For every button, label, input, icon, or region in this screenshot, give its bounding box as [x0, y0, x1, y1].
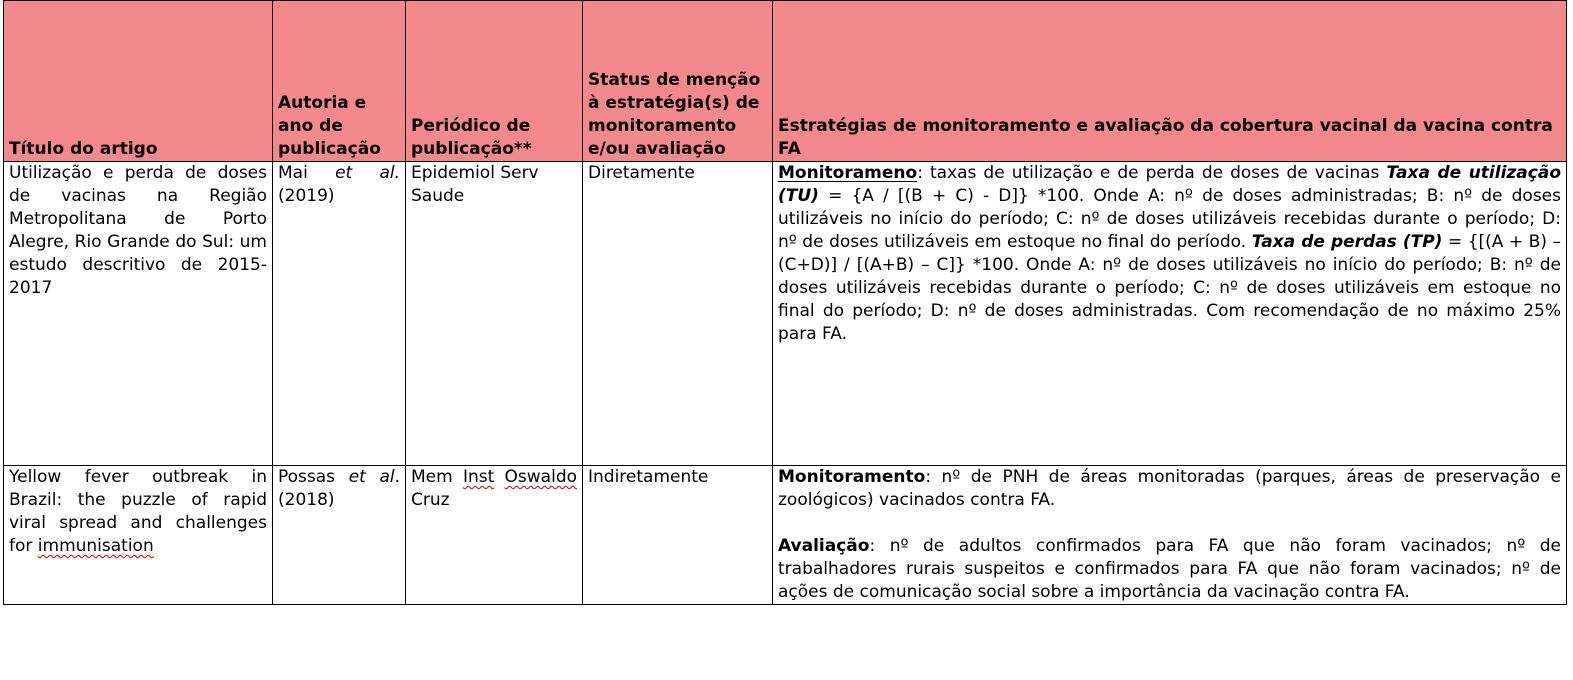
- header-journal: Periódico de publicação**: [406, 1, 583, 162]
- author-etal-2: al: [379, 467, 395, 487]
- journal-word-2: Inst: [462, 467, 495, 487]
- header-status: Status de menção à estratégia(s) de monitoramento e/ou avaliação: [583, 1, 773, 162]
- monitor-text: : nº de PNH de áreas monitoradas (parques, áreas de preservação e zoológicos) vacinados contra FA.: [778, 467, 1561, 510]
- cell-status: [583, 466, 773, 605]
- author-name: Mai: [278, 163, 308, 183]
- author-etal: et al.: [335, 163, 401, 183]
- eval-label: Avaliação: [778, 536, 870, 556]
- literature-table: [3, 0, 1567, 605]
- monitor-label: Monitorameno: [778, 163, 918, 183]
- cell-author: [273, 162, 406, 466]
- paragraph-gap: [778, 512, 1561, 535]
- tp-text: = {[(A + B) – (C+D)] / [(A+B) – C]} *100. Onde A: nº de doses utilizáveis no início do período; B: nº de doses utilizáveis recebidas durante o período; C: nº de doses utilizáveis em estoque no final do período; D: nº de doses administradas. Com recomendação de no máximo 25% para FA.: [778, 232, 1561, 344]
- journal-text: Epidemiol Serv Saude: [411, 163, 539, 206]
- tu-label: Taxa de utilização (TU): [778, 163, 1562, 206]
- author-year: . (2018): [278, 467, 400, 510]
- cell-title: [4, 466, 273, 605]
- cell-strategies: [773, 466, 1567, 605]
- cell-author: [273, 466, 406, 605]
- tp-label: Taxa de perdas (TP): [1251, 232, 1443, 252]
- status-text: Diretamente: [588, 163, 695, 183]
- cell-journal: [406, 466, 583, 605]
- title-last-word: immunisation: [37, 536, 154, 556]
- cell-title: [4, 162, 273, 466]
- cell-status: [583, 162, 773, 466]
- monitor-text: : taxas de utilização e de perda de doses de vacinas: [917, 163, 1380, 183]
- title-text: Utilização e perda de doses de vacinas na Região Metropolitana de Porto Alegre, Rio Grande do Sul: um estudo descritivo de 2015-2017: [9, 163, 267, 298]
- author-name: Possas: [278, 467, 336, 487]
- tu-text: = {A / [(B + C) - D]} *100. Onde A: nº de doses administradas; B: nº de doses utilizáveis no início do período; C: nº de doses utilizáveis recebidas durante o período; D: nº de doses utilizáveis em estoque no final do período.: [778, 186, 1561, 252]
- header-row: [4, 1, 1567, 162]
- table-row: [4, 466, 1567, 605]
- status-text: Indiretamente: [588, 467, 709, 487]
- cell-journal: [406, 162, 583, 466]
- eval-text: : nº de adultos confirmados para FA que não foram vacinados; nº de trabalhadores rurais suspeitos e confirmados para FA que não foram vacinados; nº de ações de comunicação social sobre a importância da vacinação contra FA.: [778, 536, 1561, 602]
- journal-word-4: Cruz: [411, 490, 450, 510]
- monitor-label: Monitoramento: [778, 467, 926, 487]
- author-year: (2019): [278, 186, 335, 206]
- journal-word-1: Mem: [411, 467, 453, 487]
- journal-word-3: Oswaldo: [504, 467, 578, 487]
- cell-strategies: [773, 162, 1567, 466]
- header-title: Título do artigo: [4, 1, 273, 162]
- header-strategies: Estratégias de monitoramento e avaliação da cobertura vacinal da vacina contra FA: [773, 1, 1567, 162]
- author-etal-1: et: [348, 467, 366, 487]
- header-author: Autoria e ano de publicação: [273, 1, 406, 162]
- table-row: [4, 162, 1567, 466]
- title-text: Yellow fever outbreak in Brazil: the puzzle of rapid viral spread and challenges for: [9, 467, 267, 556]
